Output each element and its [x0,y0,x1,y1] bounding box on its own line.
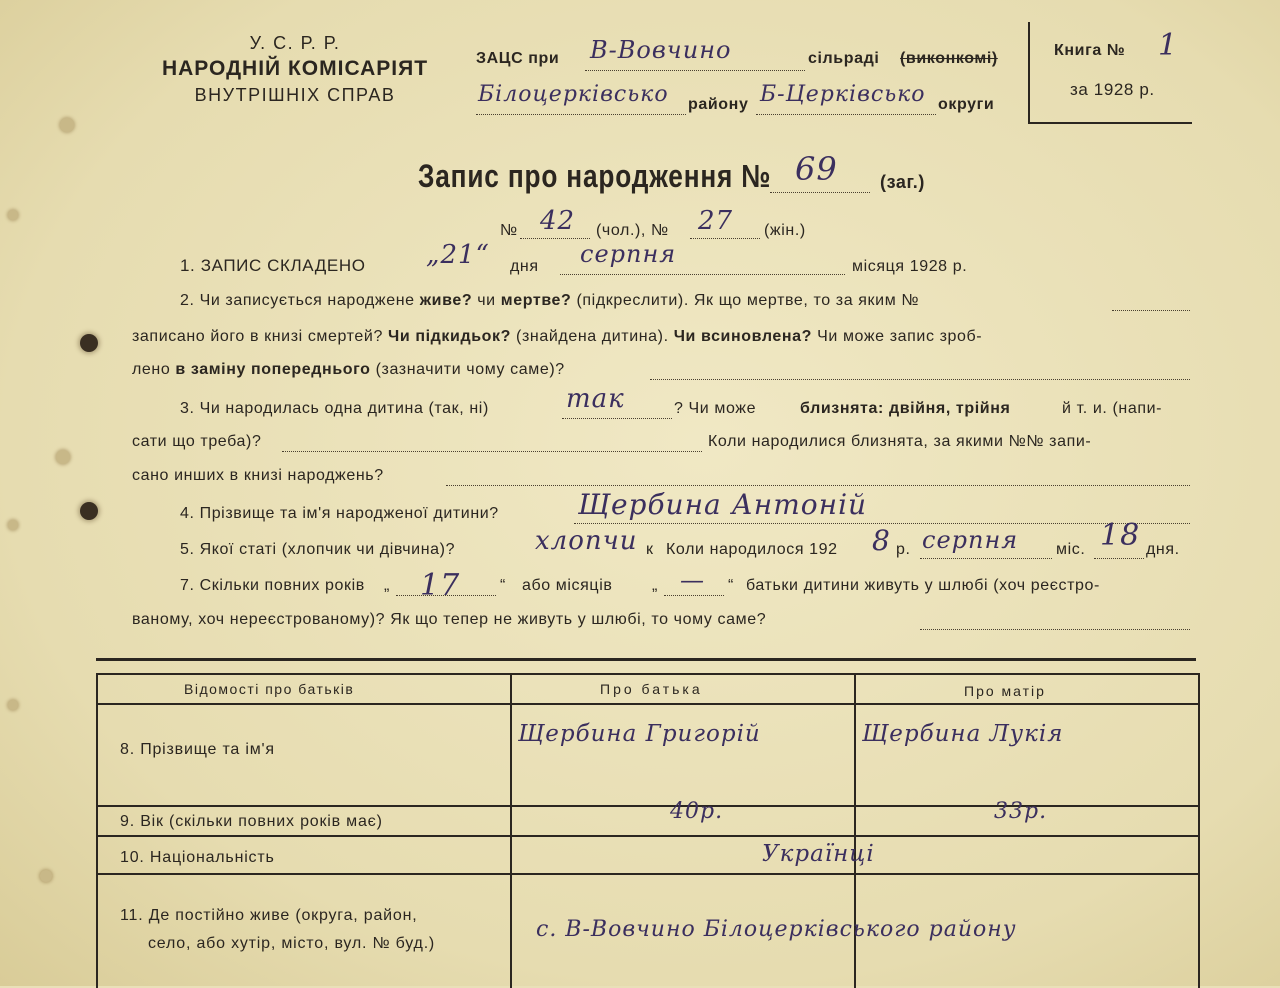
q3-answer-line [562,418,672,419]
q3-answer-handwritten: так [566,384,625,414]
male-number-handwritten: 42 [540,206,576,236]
table-row-rule [98,835,1198,837]
q5-month-label: міс. [1056,541,1086,558]
male-number-line [520,238,590,239]
col-header-mother: Про матір [964,683,1046,699]
q3-line1a: 3. Чи народилась одна дитина (так, ні) [180,400,489,417]
q7-months-line [664,595,724,596]
q7-quote-close-2: “ [728,577,734,594]
row8-mother-handwritten: Щербина Лукія [862,721,1064,747]
internal-affairs-heading: ВНУТРІШНІХ СПРАВ [194,85,396,105]
parents-table [96,673,1200,988]
q3-twins-line [282,451,702,452]
punch-hole [80,334,98,352]
punch-hole [8,520,18,530]
record-number-handwritten: 69 [795,150,838,188]
sub-number-label: № [500,222,518,239]
district-handwritten: Білоцерківсько [478,82,669,107]
q2-line1: 2. Чи записується народжене живе? чи мертве? (підкреслити). Як що мертве, то за яким № [180,292,920,309]
q4-label: 4. Прізвище та ім'я народженої дитини? [180,505,499,522]
q1-month-handwritten: серпня [580,240,677,268]
q7-quote-close: “ [500,577,506,594]
q7-reason-line [920,629,1190,630]
okrug-label: округи [938,96,995,113]
punch-hole [40,870,52,882]
female-number-handwritten: 27 [698,206,734,236]
book-label: Книга № [1054,42,1126,59]
row11-label-2: село, або хутір, місто, вул. № буд.) [148,935,436,952]
record-number-line [770,192,870,193]
q2-line3: лено в заміну попереднього (зазначити чому саме)? [132,361,565,378]
q1-label: 1. ЗАПИС СКЛАДЕНО [180,256,366,275]
q1-month-line [560,274,845,275]
punch-hole [80,502,98,520]
q5-when: Коли народилося 192 [666,541,838,558]
zags-village-handwritten: В-Вовчино [590,36,732,64]
female-label: (жін.) [764,222,806,239]
q2-line2: записано його в книзі смертей? Чи підкидьок? (знайдена дитина). Чи всиновлена? Чи може запис зроб- [132,328,983,345]
q7-years-line [396,595,496,596]
q5-day-handwritten: 18 [1100,518,1141,553]
table-divider [510,675,512,988]
q3-line1d: й т. и. (напи- [1062,400,1163,417]
q2-reason-line [650,379,1190,380]
q5-day-line [1094,558,1144,559]
commissariat-heading: НАРОДНІЙ КОМІСАРІЯТ [161,57,429,80]
book-box [1028,22,1192,124]
okrug-handwritten: Б-Церківсько [760,82,926,107]
row10-label: 10. Національність [120,849,275,866]
record-number-suffix: (заг.) [880,172,926,192]
row11-label-1: 11. Де постійно живе (округа, район, [120,907,418,924]
col-header-parents: Відомості про батьків [184,681,355,697]
punch-hole [8,700,18,710]
q5-year-suffix: р. [896,541,911,558]
q5-month-line [920,558,1052,559]
record-title-text: Запис про народження № [418,158,772,194]
q3-twins-books-line [446,485,1190,486]
district-label: району [688,96,749,113]
q5-day-label: дня. [1146,541,1180,558]
table-row-rule [98,873,1198,875]
q7-quote-open-2: „ [652,577,658,594]
q5-label: 5. Якої статі (хлопчик чи дівчина)? [180,541,456,558]
q7-line2: ваному, хоч нереєстрованому)? Як що тепер не живуть у шлюбі, то чому саме? [132,611,767,628]
row11-address-handwritten: с. В-Вовчино Білоцерківського району [536,917,1017,942]
punch-hole [8,210,18,220]
q7-years-handwritten: 17 [420,568,461,603]
record-title [418,158,771,195]
row8-label: 8. Прізвище та ім'я [120,741,275,758]
female-number-line [690,238,760,239]
row10-nationality-handwritten: Українці [762,841,875,867]
q3-line1c: близнята: двійня, трійня [800,400,1011,417]
row9-mother-handwritten: 33р. [994,799,1048,824]
book-year: за 1928 р. [1070,80,1155,99]
q5-year-handwritten: 8 [872,524,891,557]
q7-label-a: 7. Скільки повних років [180,577,365,594]
q7-label-c: батьки дитини живуть у шлюбі (хоч реєстро- [746,577,1100,594]
q7-months-handwritten: — [680,566,705,594]
district-line [476,114,686,115]
row8-father-handwritten: Щербина Григорій [518,721,761,747]
row9-label: 9. Вік (скільки повних років має) [120,813,383,830]
q5-sex-handwritten: хлопчи [535,526,638,556]
ussr-heading: У. С. Р. Р. [249,33,341,53]
q3-line1b: ? Чи може [674,400,757,417]
q5-month-handwritten: серпня [922,526,1019,554]
q1-day-label: дня [510,258,539,275]
executive-label: (виконкомі) [900,50,998,67]
zags-prefix: ЗАЦС при [476,50,560,67]
q7-quote-open: „ [384,577,390,594]
q1-day-handwritten: „21“ [426,240,490,270]
zags-suffix: сільраді [808,50,880,67]
q3-line2a: сати що треба)? [132,433,262,450]
table-top-rule [96,658,1196,661]
q2-death-book-line [1112,310,1190,311]
q7-label-b: або місяців [522,577,613,594]
table-header-rule [98,703,1198,705]
zags-village-line [585,70,805,71]
q4-name-handwritten: Щербина Антоній [578,488,868,521]
q3-line2b: Коли народилися близнята, за якими №№ запи- [708,433,1092,450]
row9-father-handwritten: 40р. [670,799,724,824]
issuer-block [150,30,440,108]
q5-sex-tail: к [646,541,654,558]
punch-hole [56,450,70,464]
male-label: (чол.), № [596,222,669,239]
punch-hole [60,118,74,132]
col-header-father: Про батька [600,681,703,697]
book-number-handwritten: 1 [1158,28,1179,63]
q3-line3: сано инших в книзі народжень? [132,467,384,484]
okrug-line [756,114,936,115]
q1-tail: місяця 1928 р. [852,258,968,275]
